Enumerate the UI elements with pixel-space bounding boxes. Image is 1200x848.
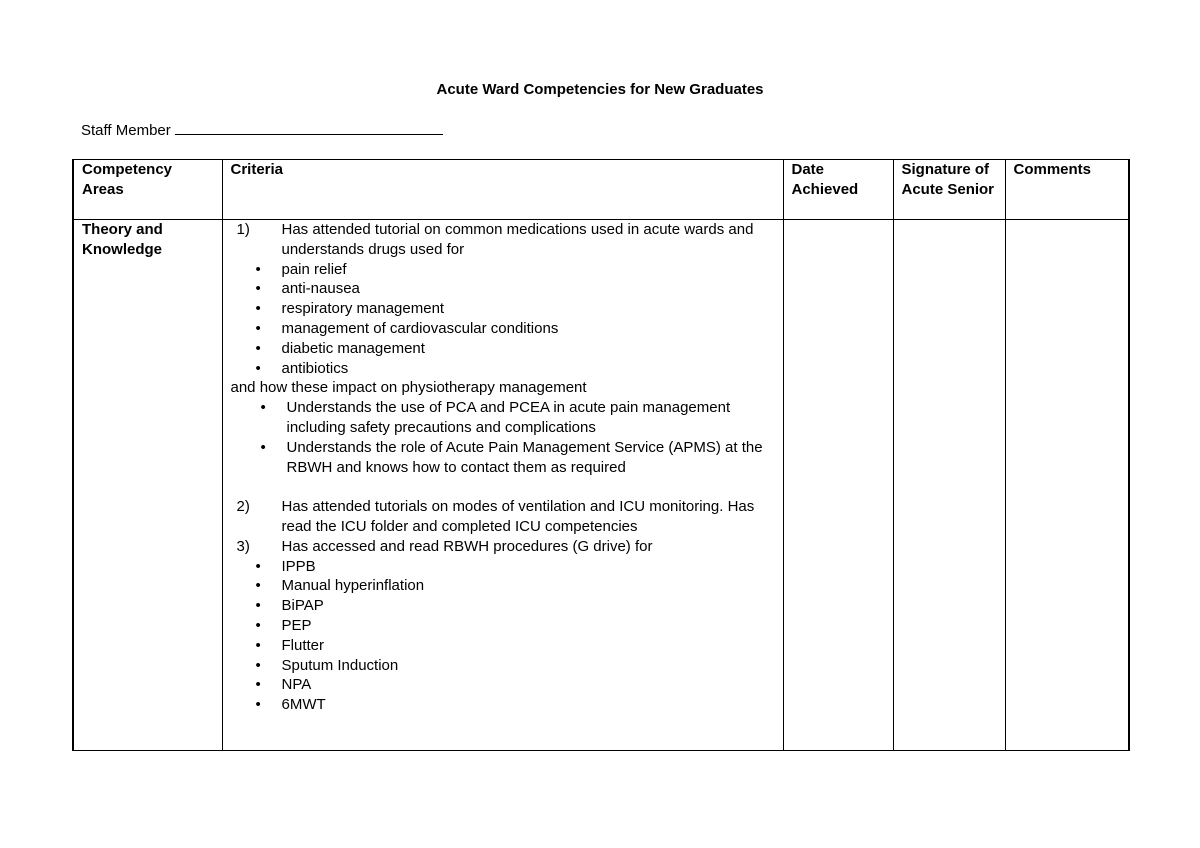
- staff-member-label: Staff Member: [81, 122, 171, 139]
- spacer: [231, 477, 779, 497]
- item-text: Has accessed and read RBWH procedures (G drive) for: [281, 537, 653, 555]
- item-number: 1): [236, 221, 250, 238]
- header-signature: Signature of Acute Senior: [893, 160, 1005, 220]
- competency-table: [72, 159, 1130, 751]
- list-item: • Flutter: [231, 636, 779, 656]
- criteria-item-1: [231, 220, 779, 260]
- list-item: • antibiotics: [231, 359, 779, 379]
- procedure-list: [231, 557, 779, 715]
- item-text: Has attended tutorial on common medications used in acute wards and understands drugs used for: [281, 221, 754, 258]
- item-number: 2): [236, 498, 250, 516]
- table-row: [73, 220, 1129, 751]
- list-item: • BiPAP: [231, 596, 779, 616]
- list-item: • NPA: [231, 675, 779, 695]
- date-achieved-cell[interactable]: [783, 220, 893, 751]
- signature-cell[interactable]: [893, 220, 1005, 751]
- list-item: • Sputum Induction: [231, 656, 779, 676]
- staff-member-line[interactable]: [175, 120, 443, 135]
- item-text: Has attended tutorials on modes of ventilation and ICU monitoring. Has read the ICU folder and completed ICU competencies: [281, 498, 755, 535]
- page-title: Acute Ward Competencies for New Graduates: [436, 81, 764, 98]
- comments-cell[interactable]: [1005, 220, 1129, 751]
- header-date-achieved: Date Achieved: [783, 160, 893, 220]
- list-item: • Understands the role of Acute Pain Management Service (APMS) at the RBWH and knows how to contact them as required: [231, 438, 779, 478]
- table-header-row: [73, 160, 1129, 220]
- criteria-cell: [222, 220, 783, 751]
- list-item: • pain relief: [231, 260, 779, 280]
- list-item: • Understands the use of PCA and PCEA in acute pain management including safety precautions and complications: [231, 398, 779, 438]
- criteria-item-3: [231, 537, 779, 557]
- list-item: • IPPB: [231, 557, 779, 577]
- item-number: 3): [236, 537, 250, 555]
- list-item: • Manual hyperinflation: [231, 576, 779, 596]
- staff-member-field: [81, 120, 443, 140]
- criteria-item-2: [231, 497, 779, 537]
- list-item: • diabetic management: [231, 339, 779, 359]
- list-item: • respiratory management: [231, 299, 779, 319]
- header-comments: Comments: [1005, 160, 1129, 220]
- pain-management-list: [231, 398, 779, 477]
- header-competency-areas: Competency Areas: [73, 160, 222, 220]
- competency-area-cell: Theory and Knowledge: [73, 220, 222, 751]
- header-criteria: Criteria: [222, 160, 783, 220]
- list-item: • PEP: [231, 616, 779, 636]
- criteria-note: and how these impact on physiotherapy management: [230, 379, 587, 397]
- medication-list: [231, 260, 779, 379]
- list-item: • anti-nausea: [231, 279, 779, 299]
- list-item: • 6MWT: [231, 695, 779, 715]
- list-item: • management of cardiovascular conditions: [231, 319, 779, 339]
